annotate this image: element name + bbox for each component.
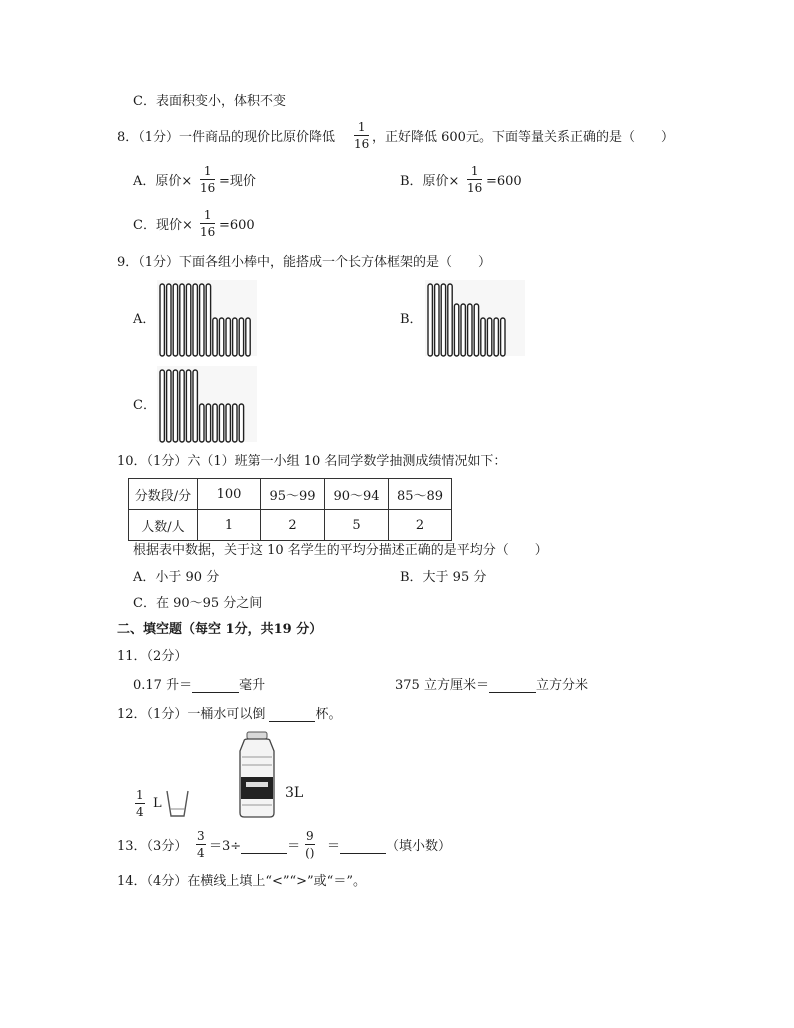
q10-option-b: B．大于 95 分 (400, 570, 487, 585)
fraction-denominator: 16 (354, 137, 370, 151)
q14-stem: 14．（4分）在横线上填上“<”“>”或“＝”。 (117, 874, 366, 889)
q12-stem-prefix: 12．（1分）一桶水可以倒 (117, 707, 270, 722)
fraction-numerator: 1 (470, 164, 479, 178)
answer-blank[interactable] (269, 708, 315, 722)
glass-unit: L (153, 796, 162, 811)
stick (461, 304, 465, 356)
sticks-figure-a (157, 280, 257, 356)
stick (226, 318, 230, 356)
answer-blank[interactable] (340, 840, 386, 854)
q9-option-a-label: A． (133, 312, 156, 327)
glass-image (164, 789, 192, 819)
answer-blank[interactable] (489, 679, 536, 693)
stick (206, 284, 210, 356)
q10-stem: 10．（1分）六（1）班第一小组 10 名同学数学抽测成绩情况如下： (117, 454, 507, 469)
stick (468, 304, 472, 356)
q8-option-b-fraction (467, 165, 482, 194)
table-header-cell: 90～94 (325, 479, 389, 510)
stick (487, 318, 491, 356)
q8-option-c-fraction (200, 209, 215, 238)
fraction-numerator: 1 (203, 164, 212, 178)
stick (167, 284, 171, 356)
stick (193, 370, 197, 442)
q8-option-b-prefix: B．原价× (400, 174, 460, 189)
fraction-numerator: 9 (306, 829, 314, 843)
stick (160, 370, 164, 442)
stick (494, 318, 498, 356)
stick (180, 370, 184, 442)
q11-right-unit: 立方分米 (535, 678, 588, 693)
stick (233, 318, 237, 356)
stick (173, 370, 177, 442)
q11-left-prefix: 0.17 升＝ (133, 678, 193, 693)
stick (213, 404, 217, 442)
sticks-figure-c (157, 366, 257, 442)
q13-equals-divide: ＝3÷ (209, 839, 242, 854)
q13-fraction-1 (196, 830, 206, 859)
q11-stem: 11．（2分） (117, 649, 188, 664)
bottle-volume-label: 3L (285, 785, 304, 801)
q8-option-c-prefix: C．现价× (133, 218, 193, 233)
answer-blank[interactable] (241, 840, 287, 854)
table-row (129, 510, 452, 541)
q12-stem-suffix: 杯。 (315, 707, 342, 722)
stick (219, 318, 223, 356)
table-header-cell: 85～89 (389, 479, 452, 510)
q13-hint: （填小数） (386, 839, 452, 854)
stick (186, 284, 190, 356)
q11-left-unit: 毫升 (239, 678, 266, 693)
q8-stem-prefix: 8．（1分）一件商品的现价比原价降低 (117, 130, 336, 145)
fraction-denominator: 16 (200, 181, 216, 195)
fraction-numerator: 1 (203, 208, 212, 222)
table-cell: 2 (261, 510, 325, 541)
stick (233, 404, 237, 442)
table-header-cell: 100 (198, 479, 261, 510)
q7-option-c: C．表面积变小，体积不变 (133, 94, 286, 109)
stick (200, 404, 204, 442)
q12-stem (117, 708, 341, 722)
glass-fraction (135, 789, 145, 818)
q9-stem: 9．（1分）下面各组小棒中，能搭成一个长方体框架的是（ ） (117, 255, 492, 270)
fraction-denominator: 16 (467, 181, 483, 195)
stick (501, 318, 505, 356)
q8-option-c-suffix: =600 (219, 218, 255, 233)
q13-equals: ＝ (327, 839, 341, 854)
stick (428, 284, 432, 356)
q8-stem-fraction (354, 121, 369, 150)
fraction-denominator: 4 (136, 805, 144, 819)
stick (239, 318, 243, 356)
stick (180, 284, 184, 356)
section-title: 二、填空题（每空 1分，共19 分） (117, 622, 323, 637)
q10-option-c: C．在 90～95 分之间 (133, 596, 263, 611)
stick (448, 284, 452, 356)
table-cell: 5 (325, 510, 389, 541)
fraction-denominator: 4 (197, 846, 205, 860)
q11-right (395, 679, 588, 693)
stick (481, 318, 485, 356)
q9-option-c-label: C． (133, 398, 156, 413)
stick (160, 284, 164, 356)
q13-fraction-2 (305, 830, 315, 859)
fraction-numerator: 1 (357, 120, 366, 134)
table-header-cell: 95～99 (261, 479, 325, 510)
q8-option-a-fraction (200, 165, 215, 194)
stick (213, 318, 217, 356)
q10-question: 根据表中数据，关于这 10 名学生的平均分描述正确的是平均分（ ） (133, 543, 548, 558)
water-bottle-image (234, 731, 280, 819)
table-cell: 人数/人 (129, 510, 198, 541)
table-header-cell: 分数段/分 (129, 479, 198, 510)
fraction-denominator[interactable]: () (305, 846, 315, 860)
sticks-figure-b (425, 280, 525, 356)
q8-option-a-prefix: A．原价× (133, 174, 193, 189)
q9-option-b-label: B． (400, 312, 423, 327)
q8-stem-suffix: ，正好降低 600元。下面等量关系正确的是（ ） (372, 130, 674, 145)
table-row (129, 479, 452, 510)
fraction-denominator: 16 (200, 225, 216, 239)
q13-label: 13．（3分） (117, 839, 188, 854)
score-table (128, 478, 452, 541)
answer-blank[interactable] (192, 679, 239, 693)
stick (226, 404, 230, 442)
q10-option-a: A．小于 90 分 (133, 570, 220, 585)
stick (200, 284, 204, 356)
stick (193, 284, 197, 356)
q11-right-prefix: 375 立方厘米＝ (395, 678, 489, 693)
stick (441, 284, 445, 356)
q8-option-b-suffix: =600 (486, 174, 522, 189)
stick (173, 284, 177, 356)
stick (474, 304, 478, 356)
stick (246, 318, 250, 356)
q13-expression-2 (327, 840, 451, 854)
stick (239, 404, 243, 442)
stick (167, 370, 171, 442)
stick (454, 304, 458, 356)
fraction-numerator: 3 (197, 829, 205, 843)
stick (186, 370, 190, 442)
fraction-numerator: 1 (136, 788, 144, 802)
stick (206, 404, 210, 442)
stick (435, 284, 439, 356)
q13-equals: ＝ (287, 839, 301, 854)
q11-left (133, 679, 265, 693)
stick (219, 404, 223, 442)
q13-expression-1 (209, 840, 300, 854)
q8-option-a-suffix: =现价 (219, 174, 256, 189)
table-cell: 2 (389, 510, 452, 541)
table-cell: 1 (198, 510, 261, 541)
